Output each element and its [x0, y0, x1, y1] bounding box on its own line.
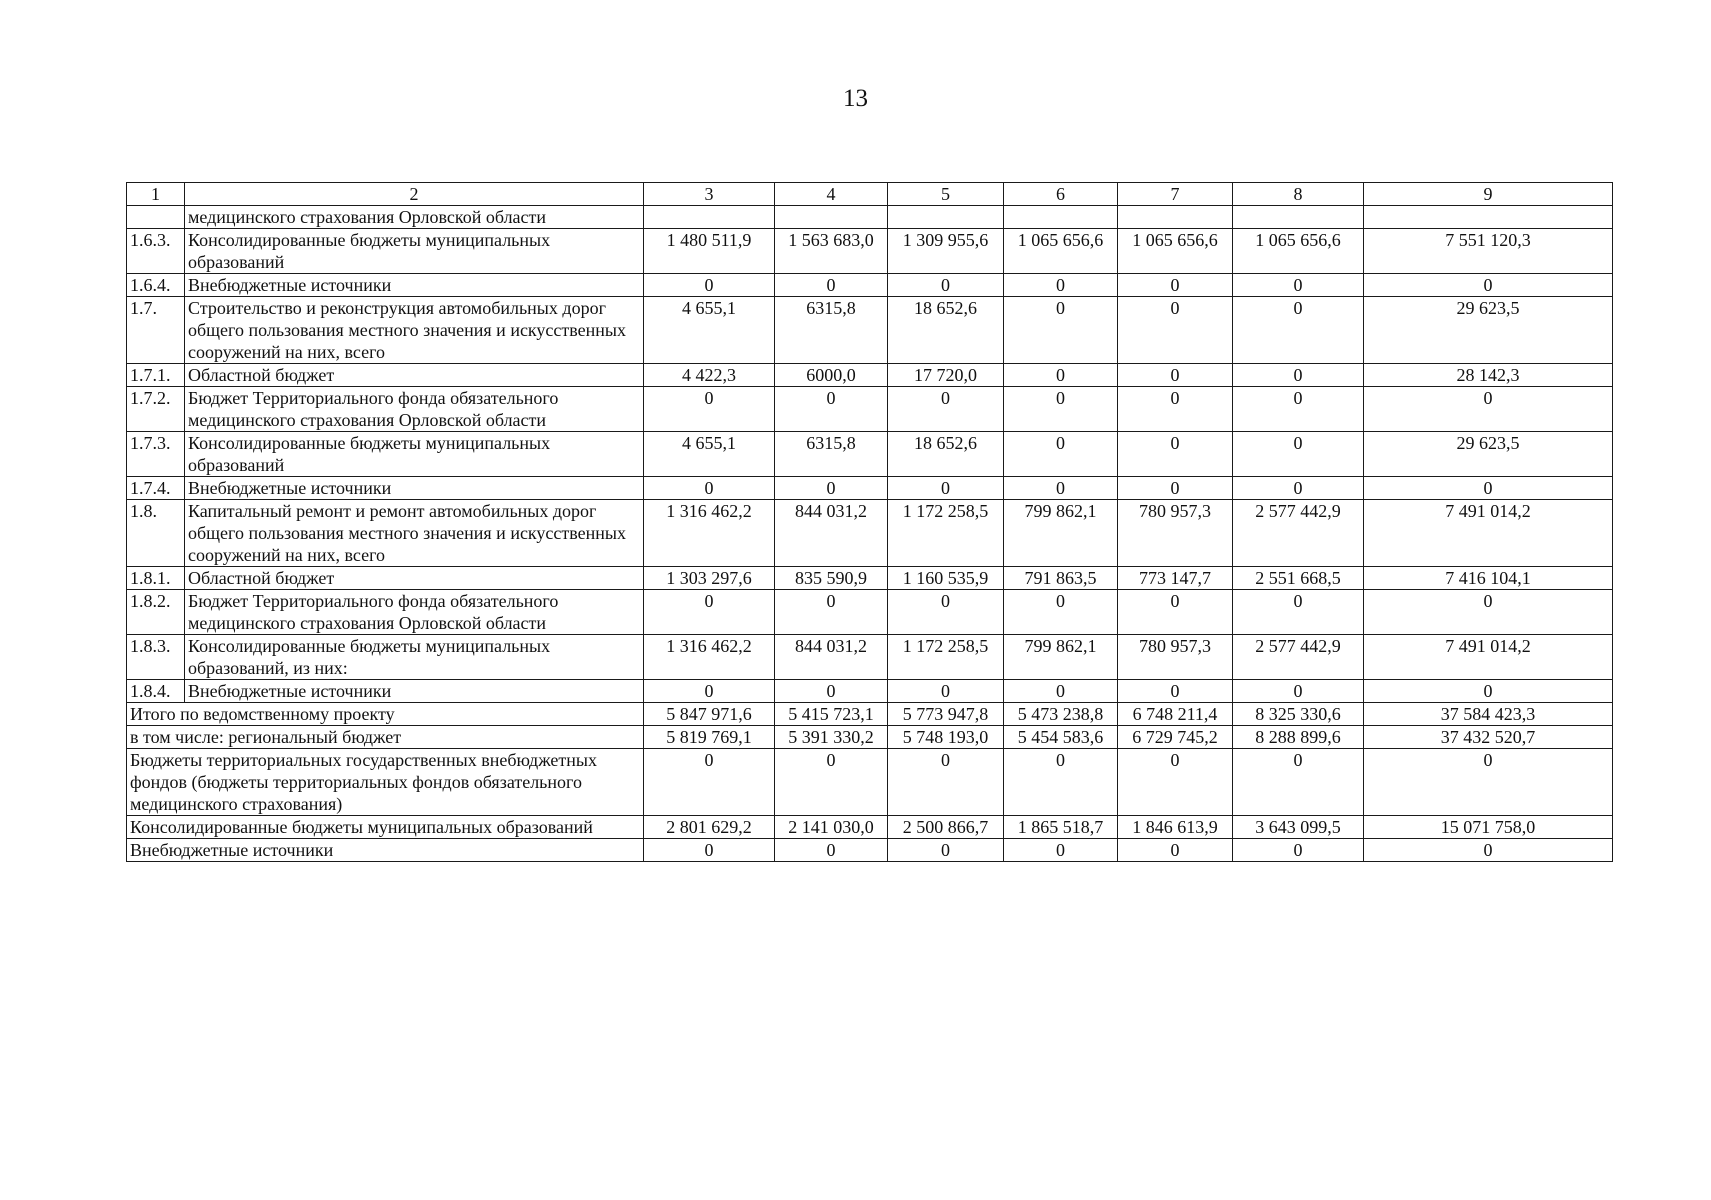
value-cell-col-4: 0	[775, 274, 888, 297]
value-cell-col-3: 2 801 629,2	[644, 816, 775, 839]
value-cell-col-9: 29 623,5	[1364, 297, 1613, 364]
subtotal-row	[127, 726, 1613, 749]
row-number: 1.8.2.	[127, 590, 185, 635]
value-cell-col-8: 3 643 099,5	[1233, 816, 1364, 839]
value-cell-col-4: 0	[775, 387, 888, 432]
value-cell-col-3: 1 480 511,9	[644, 229, 775, 274]
value-cell-col-8: 0	[1233, 387, 1364, 432]
value-cell-col-6: 0	[1004, 432, 1118, 477]
subtotal-name: в том числе: региональный бюджет	[127, 726, 644, 749]
value-cell-col-7: 6 748 211,4	[1118, 703, 1233, 726]
total-name: Итого по ведомственному проекту	[127, 703, 644, 726]
table-row	[127, 635, 1613, 680]
subtotal-name: Бюджеты территориальных государственных внебюджетных фондов (бюджеты территориальных фондов обязательного медицинского страхования)	[127, 749, 644, 816]
value-cell-col-8: 0	[1233, 432, 1364, 477]
value-cell-col-4: 5 415 723,1	[775, 703, 888, 726]
value-cell-col-5: 0	[888, 590, 1004, 635]
column-number-5: 5	[888, 183, 1004, 206]
table-row	[127, 274, 1613, 297]
value-cell-col-3: 0	[644, 680, 775, 703]
value-cell-col-3	[644, 206, 775, 229]
value-cell-col-7: 1 065 656,6	[1118, 229, 1233, 274]
value-cell-col-9: 0	[1364, 274, 1613, 297]
table-row	[127, 567, 1613, 590]
value-cell-col-3: 1 303 297,6	[644, 567, 775, 590]
value-cell-col-4: 6315,8	[775, 432, 888, 477]
column-number-1: 1	[127, 183, 185, 206]
value-cell-col-9: 37 432 520,7	[1364, 726, 1613, 749]
value-cell-col-8: 2 577 442,9	[1233, 635, 1364, 680]
value-cell-col-4: 844 031,2	[775, 635, 888, 680]
value-cell-col-6	[1004, 206, 1118, 229]
value-cell-col-5: 18 652,6	[888, 432, 1004, 477]
value-cell-col-6: 791 863,5	[1004, 567, 1118, 590]
subtotal-row	[127, 839, 1613, 862]
budget-table	[126, 182, 1613, 862]
value-cell-col-3: 0	[644, 749, 775, 816]
value-cell-col-8: 0	[1233, 297, 1364, 364]
value-cell-col-6: 0	[1004, 590, 1118, 635]
value-cell-col-5: 1 309 955,6	[888, 229, 1004, 274]
column-number-2: 2	[185, 183, 644, 206]
value-cell-col-4: 6315,8	[775, 297, 888, 364]
value-cell-col-6: 1 865 518,7	[1004, 816, 1118, 839]
value-cell-col-8: 0	[1233, 839, 1364, 862]
row-number: 1.8.4.	[127, 680, 185, 703]
value-cell-col-8: 2 577 442,9	[1233, 500, 1364, 567]
subtotal-name: Внебюджетные источники	[127, 839, 644, 862]
value-cell-col-3: 5 847 971,6	[644, 703, 775, 726]
value-cell-col-4: 2 141 030,0	[775, 816, 888, 839]
row-number: 1.6.4.	[127, 274, 185, 297]
value-cell-col-5	[888, 206, 1004, 229]
row-number: 1.8.	[127, 500, 185, 567]
row-name: Консолидированные бюджеты муниципальных образований, из них:	[185, 635, 644, 680]
value-cell-col-7: 0	[1118, 274, 1233, 297]
value-cell-col-6: 5 454 583,6	[1004, 726, 1118, 749]
column-number-6: 6	[1004, 183, 1118, 206]
row-number: 1.6.3.	[127, 229, 185, 274]
row-number: 1.7.	[127, 297, 185, 364]
value-cell-col-4: 6000,0	[775, 364, 888, 387]
row-name: Внебюджетные источники	[185, 477, 644, 500]
value-cell-col-6: 0	[1004, 680, 1118, 703]
value-cell-col-3: 0	[644, 477, 775, 500]
table-row	[127, 206, 1613, 229]
value-cell-col-8: 1 065 656,6	[1233, 229, 1364, 274]
value-cell-col-9: 0	[1364, 387, 1613, 432]
value-cell-col-6: 0	[1004, 477, 1118, 500]
value-cell-col-9: 0	[1364, 590, 1613, 635]
row-number: 1.8.1.	[127, 567, 185, 590]
value-cell-col-7: 0	[1118, 749, 1233, 816]
value-cell-col-8: 8 288 899,6	[1233, 726, 1364, 749]
value-cell-col-5: 2 500 866,7	[888, 816, 1004, 839]
page-number: 13	[843, 85, 868, 112]
column-number-8: 8	[1233, 183, 1364, 206]
value-cell-col-9: 7 491 014,2	[1364, 500, 1613, 567]
table-row	[127, 500, 1613, 567]
value-cell-col-5: 5 748 193,0	[888, 726, 1004, 749]
value-cell-col-8: 0	[1233, 680, 1364, 703]
row-name: Внебюджетные источники	[185, 680, 644, 703]
value-cell-col-8: 0	[1233, 274, 1364, 297]
value-cell-col-7: 0	[1118, 297, 1233, 364]
row-number: 1.8.3.	[127, 635, 185, 680]
value-cell-col-6: 0	[1004, 387, 1118, 432]
column-number-7: 7	[1118, 183, 1233, 206]
row-number: 1.7.1.	[127, 364, 185, 387]
value-cell-col-4: 0	[775, 839, 888, 862]
subtotal-name: Консолидированные бюджеты муниципальных образований	[127, 816, 644, 839]
row-name: Капитальный ремонт и ремонт автомобильных дорог общего пользования местного значения и искусственных сооружений на них, всего	[185, 500, 644, 567]
value-cell-col-4: 0	[775, 477, 888, 500]
value-cell-col-9: 28 142,3	[1364, 364, 1613, 387]
value-cell-col-8: 0	[1233, 749, 1364, 816]
value-cell-col-6: 799 862,1	[1004, 500, 1118, 567]
table-row	[127, 432, 1613, 477]
value-cell-col-5: 0	[888, 387, 1004, 432]
value-cell-col-6: 0	[1004, 297, 1118, 364]
value-cell-col-6: 799 862,1	[1004, 635, 1118, 680]
value-cell-col-4: 0	[775, 749, 888, 816]
value-cell-col-5: 0	[888, 749, 1004, 816]
subtotal-row	[127, 749, 1613, 816]
value-cell-col-7: 1 846 613,9	[1118, 816, 1233, 839]
column-number-9: 9	[1364, 183, 1613, 206]
table-body	[127, 183, 1613, 862]
value-cell-col-5: 5 773 947,8	[888, 703, 1004, 726]
table-row	[127, 680, 1613, 703]
value-cell-col-5: 0	[888, 680, 1004, 703]
value-cell-col-7: 0	[1118, 432, 1233, 477]
value-cell-col-6: 0	[1004, 274, 1118, 297]
value-cell-col-8: 0	[1233, 477, 1364, 500]
value-cell-col-9: 15 071 758,0	[1364, 816, 1613, 839]
value-cell-col-3: 0	[644, 274, 775, 297]
value-cell-col-9: 7 416 104,1	[1364, 567, 1613, 590]
value-cell-col-5: 0	[888, 839, 1004, 862]
value-cell-col-7: 0	[1118, 680, 1233, 703]
value-cell-col-7: 0	[1118, 477, 1233, 500]
row-name: Областной бюджет	[185, 567, 644, 590]
value-cell-col-7: 780 957,3	[1118, 500, 1233, 567]
value-cell-col-9: 7 491 014,2	[1364, 635, 1613, 680]
value-cell-col-3: 0	[644, 590, 775, 635]
row-name: Строительство и реконструкция автомобильных дорог общего пользования местного значения и искусственных сооружений на них, всего	[185, 297, 644, 364]
table-row	[127, 387, 1613, 432]
total-row	[127, 703, 1613, 726]
value-cell-col-9: 29 623,5	[1364, 432, 1613, 477]
value-cell-col-3: 1 316 462,2	[644, 500, 775, 567]
value-cell-col-4: 1 563 683,0	[775, 229, 888, 274]
value-cell-col-3: 4 655,1	[644, 432, 775, 477]
value-cell-col-3: 4 422,3	[644, 364, 775, 387]
row-number	[127, 206, 185, 229]
row-name: Внебюджетные источники	[185, 274, 644, 297]
value-cell-col-4: 0	[775, 680, 888, 703]
value-cell-col-4: 5 391 330,2	[775, 726, 888, 749]
value-cell-col-8: 2 551 668,5	[1233, 567, 1364, 590]
value-cell-col-8: 0	[1233, 364, 1364, 387]
row-name: Бюджет Территориального фонда обязательного медицинского страхования Орловской области	[185, 387, 644, 432]
row-number: 1.7.4.	[127, 477, 185, 500]
value-cell-col-9: 0	[1364, 477, 1613, 500]
value-cell-col-5: 1 160 535,9	[888, 567, 1004, 590]
value-cell-col-3: 1 316 462,2	[644, 635, 775, 680]
table-row	[127, 364, 1613, 387]
value-cell-col-5: 17 720,0	[888, 364, 1004, 387]
value-cell-col-4: 844 031,2	[775, 500, 888, 567]
value-cell-col-6: 5 473 238,8	[1004, 703, 1118, 726]
value-cell-col-9: 0	[1364, 680, 1613, 703]
value-cell-col-9: 0	[1364, 749, 1613, 816]
table-row	[127, 477, 1613, 500]
row-name: Консолидированные бюджеты муниципальных образований	[185, 432, 644, 477]
row-number: 1.7.3.	[127, 432, 185, 477]
value-cell-col-4: 835 590,9	[775, 567, 888, 590]
column-number-row	[127, 183, 1613, 206]
value-cell-col-3: 4 655,1	[644, 297, 775, 364]
value-cell-col-7: 0	[1118, 364, 1233, 387]
column-number-4: 4	[775, 183, 888, 206]
value-cell-col-6: 0	[1004, 749, 1118, 816]
value-cell-col-8: 8 325 330,6	[1233, 703, 1364, 726]
table-row	[127, 229, 1613, 274]
value-cell-col-3: 0	[644, 839, 775, 862]
value-cell-col-9: 37 584 423,3	[1364, 703, 1613, 726]
value-cell-col-7: 0	[1118, 590, 1233, 635]
value-cell-col-5: 1 172 258,5	[888, 500, 1004, 567]
value-cell-col-9	[1364, 206, 1613, 229]
value-cell-col-3: 5 819 769,1	[644, 726, 775, 749]
value-cell-col-7	[1118, 206, 1233, 229]
column-number-3: 3	[644, 183, 775, 206]
value-cell-col-5: 0	[888, 274, 1004, 297]
value-cell-col-7: 780 957,3	[1118, 635, 1233, 680]
value-cell-col-7: 0	[1118, 839, 1233, 862]
row-name: медицинского страхования Орловской области	[185, 206, 644, 229]
value-cell-col-8: 0	[1233, 590, 1364, 635]
value-cell-col-4: 0	[775, 590, 888, 635]
value-cell-col-7: 6 729 745,2	[1118, 726, 1233, 749]
value-cell-col-3: 0	[644, 387, 775, 432]
value-cell-col-4	[775, 206, 888, 229]
row-name: Бюджет Территориального фонда обязательного медицинского страхования Орловской области	[185, 590, 644, 635]
value-cell-col-5: 0	[888, 477, 1004, 500]
value-cell-col-6: 0	[1004, 839, 1118, 862]
value-cell-col-5: 18 652,6	[888, 297, 1004, 364]
row-name: Консолидированные бюджеты муниципальных образований	[185, 229, 644, 274]
table-row	[127, 590, 1613, 635]
value-cell-col-6: 1 065 656,6	[1004, 229, 1118, 274]
value-cell-col-9: 0	[1364, 839, 1613, 862]
value-cell-col-7: 0	[1118, 387, 1233, 432]
subtotal-row	[127, 816, 1613, 839]
value-cell-col-6: 0	[1004, 364, 1118, 387]
value-cell-col-9: 7 551 120,3	[1364, 229, 1613, 274]
row-number: 1.7.2.	[127, 387, 185, 432]
table-row	[127, 297, 1613, 364]
row-name: Областной бюджет	[185, 364, 644, 387]
value-cell-col-7: 773 147,7	[1118, 567, 1233, 590]
value-cell-col-5: 1 172 258,5	[888, 635, 1004, 680]
value-cell-col-8	[1233, 206, 1364, 229]
